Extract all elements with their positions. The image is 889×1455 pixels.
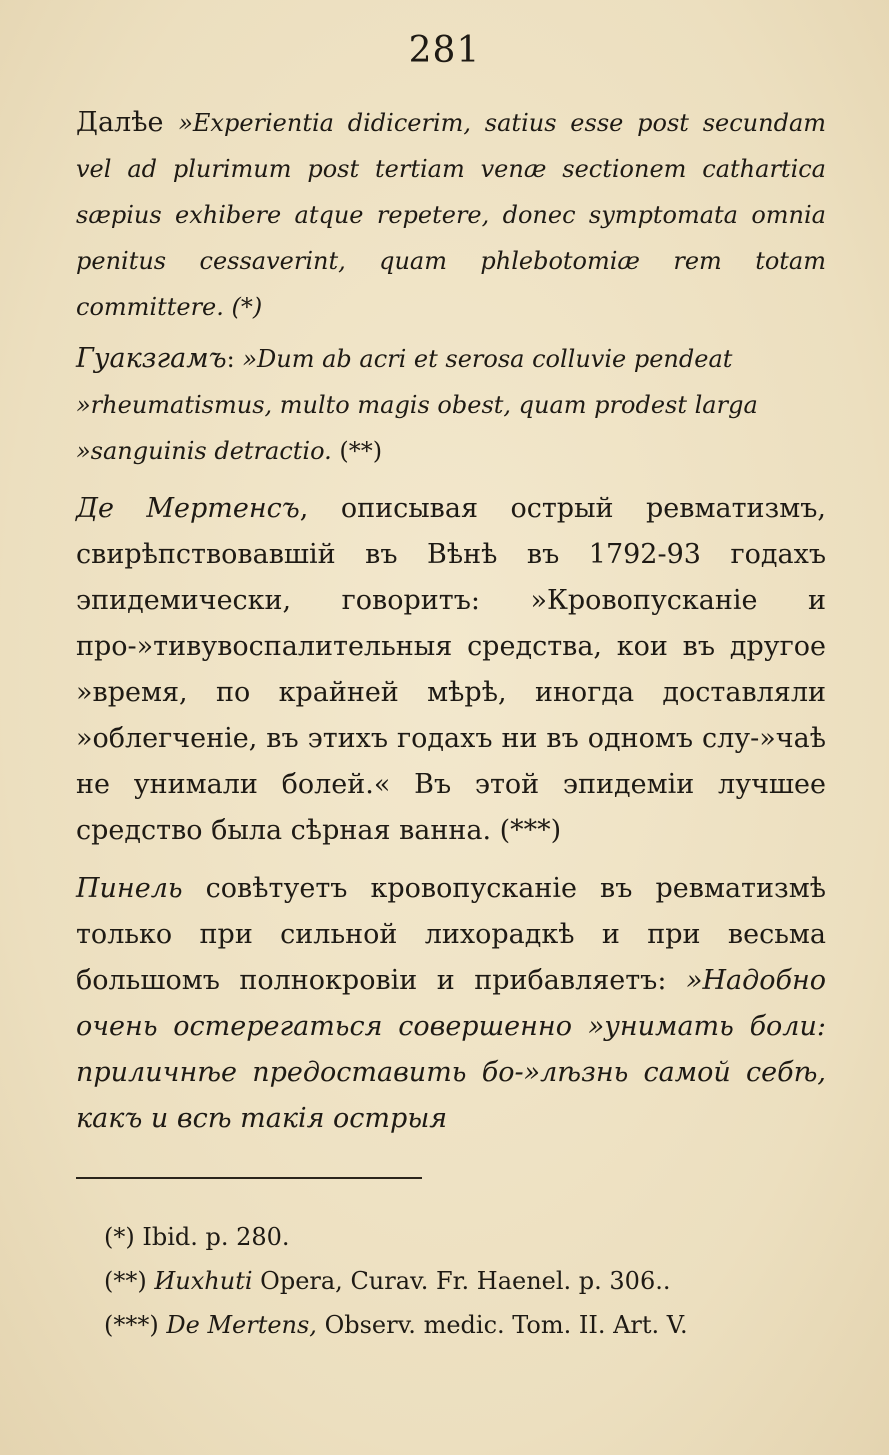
p2-colon: : — [226, 345, 243, 373]
p3-text: , описывая острый ревматизмъ, свирѣпствовавшій въ Вѣнѣ въ 1792-93 годахъ эпидемически, говоритъ: »Кровопусканіе и про-»тивувоспалительныя средства, кои въ другое »время, по крайней мѣрѣ, иногда доставляли »облегченіе, въ этихъ годахъ ни въ одномъ слу-»чаѣ не унимали болей.« Въ этой эпидеміи лучшее средство была сѣрная ванна. — [76, 493, 826, 846]
p2-footnote-mark: (**) — [331, 437, 383, 465]
paragraph-1 — [76, 100, 826, 330]
p4-author: Пинель — [76, 873, 183, 904]
footnote-2 — [104, 1259, 824, 1303]
footnote-3 — [104, 1303, 824, 1347]
p1-lead: Далѣе — [76, 107, 179, 138]
paragraph-3 — [76, 486, 826, 854]
page-number: 281 — [408, 30, 481, 71]
footnote-text: Ibid. p. 280. — [134, 1223, 290, 1251]
footnote-divider — [76, 1177, 422, 1179]
footnote-author: Иихhuti — [146, 1267, 253, 1295]
footnote-1 — [104, 1215, 824, 1259]
footnote-mark: (***) — [104, 1311, 159, 1339]
p2-quote-line-3: »sanguinis detractio. — [76, 437, 332, 465]
footnote-mark: (**) — [104, 1267, 147, 1295]
footnote-mark: (*) — [104, 1223, 135, 1251]
p1-footnote-mark: (*) — [223, 293, 263, 321]
footnotes — [104, 1215, 824, 1347]
paragraph-2 — [76, 336, 826, 474]
footnote-text: Observ. medic. Tom. II. Art. V. — [316, 1311, 688, 1339]
p2-quote-line-1: »Dum ab acri et serosa colluvie pendeat — [242, 345, 733, 373]
p1-latin-quote: »Experientia didicerim, satius esse post secundam vel ad plurimum post tertiam venæ sectionem cathartica sæpius exhibere atque repetere, donec symptomata omnia penitus cessaverint, quam phlebotomiæ rem totam committere. — [76, 109, 827, 321]
p2-author: Гуакзгамъ — [76, 343, 227, 374]
p2-quote-line-2: »rheumatismus, multo magis obest, quam prodest larga — [76, 391, 758, 419]
p4-quote: »Надобно очень остерегаться совершенно »унимать боли: приличнѣе предоставить бо-»лѣзнь самой себѣ, какъ и всѣ такія острыя — [76, 965, 826, 1134]
p3-author: Де Мертенсъ — [76, 493, 300, 524]
footnote-author: De Mertens, — [158, 1311, 317, 1339]
footnote-text: Opera, Curav. Fr. Haenel. p. 306.. — [252, 1267, 671, 1295]
paragraph-4 — [76, 866, 826, 1142]
p3-footnote-mark: (***) — [491, 815, 562, 846]
p4-text: совѣтуетъ кровопусканіе въ ревматизмѣ только при сильной лихорадкѣ и при весьма большомъ полнокровіи и прибавляетъ: — [76, 873, 826, 996]
